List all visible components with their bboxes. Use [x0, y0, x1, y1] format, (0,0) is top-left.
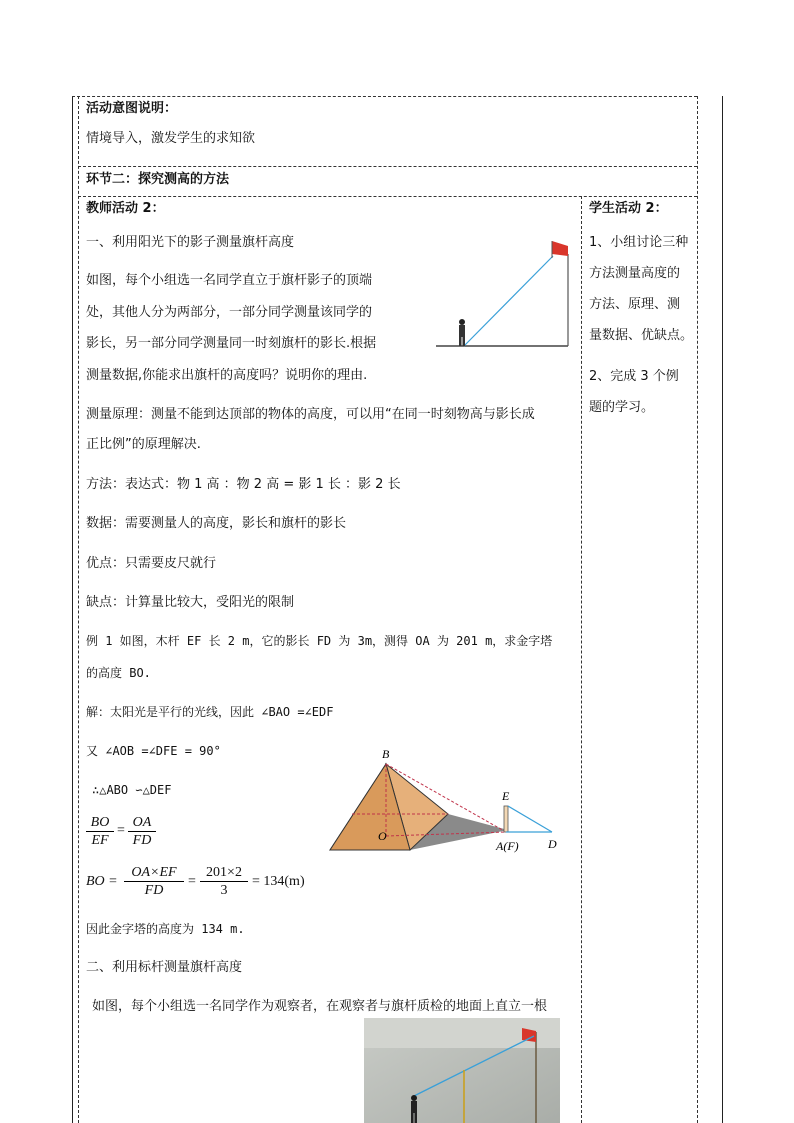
disadvantage-line: 缺点：计算量比较大，受阳光的限制 — [86, 595, 295, 610]
student-item1-line: 1、小组讨论三种 — [589, 235, 689, 250]
principle-line: 测量原理：测量不能到达顶部的物体的高度，可以用“在同一时刻物高与影长成 — [86, 407, 535, 422]
eq2-fraction-1 — [124, 864, 184, 899]
angle-line: 又 ∠AOB =∠DFE = 90° — [86, 744, 221, 758]
eq2-lhs: BO = — [86, 874, 118, 889]
intro-line: 如图，每个小组选一名同学直立于旗杆影子的顶端 — [86, 273, 373, 288]
eq1-left-den: EF — [91, 833, 109, 848]
intro-line: 测量数据,你能求出旗杆的高度吗？说明你的理由. — [86, 368, 368, 383]
eq2-rhs: = 134(m) — [252, 874, 305, 889]
student-item1-line: 量数据、优缺点。 — [589, 328, 694, 343]
eq2-equals: = — [188, 874, 196, 889]
eq2-f2-num: 201×2 — [206, 865, 242, 880]
student-heading: 学生活动 2： — [589, 201, 668, 216]
eq1-right-num: OA — [132, 815, 152, 830]
eq1-fraction-left — [86, 814, 114, 849]
label-b: B — [382, 747, 390, 761]
solution-line: 解：太阳光是平行的光线，因此 ∠BAO =∠EDF — [86, 705, 334, 719]
intent-content: 情境导入，激发学生的求知欲 — [86, 131, 256, 146]
method1-title: 一、利用阳光下的影子测量旗杆高度 — [86, 235, 295, 250]
eq1-left-num: BO — [90, 815, 110, 830]
row-border-2 — [78, 196, 697, 197]
eq2-f1-den: FD — [144, 883, 164, 898]
principle-line: 正比例”的原理解决. — [86, 437, 201, 452]
frame-right-inner — [697, 96, 698, 1123]
intro-line: 影长，另一部分同学测量同一时刻旗杆的影长.根据 — [86, 336, 377, 351]
eq1-fraction-right — [128, 814, 156, 849]
frame-left-inner — [78, 96, 79, 1123]
person-icon — [459, 319, 465, 346]
eq1-right-den: FD — [132, 833, 152, 848]
row-border-top — [72, 96, 697, 97]
label-o: O — [378, 829, 387, 843]
method2-title: 二、利用标杆测量旗杆高度 — [86, 960, 243, 975]
label-d: D — [548, 837, 557, 851]
row-border-1 — [78, 166, 697, 167]
phase-title: 环节二：探究测高的方法 — [86, 172, 230, 187]
label-a: A(F) — [496, 839, 519, 853]
data-line: 数据：需要测量人的高度，影长和旗杆的影长 — [86, 516, 347, 531]
student-item1-line: 方法测量高度的 — [589, 266, 681, 281]
intro-line: 处，其他人分为两部分，一部分同学测量该同学的 — [86, 305, 373, 320]
teacher-heading: 教师活动 2： — [86, 201, 165, 216]
column-divider — [581, 196, 582, 1123]
flagpole-shadow-figure — [430, 236, 572, 352]
student-item1-line: 方法、原理、测 — [589, 297, 681, 312]
eq2-fraction-2 — [200, 864, 248, 899]
method2-line: 如图，每个小组选一名同学作为观察者，在观察者与旗杆质检的地面上直立一根 — [92, 999, 548, 1014]
label-e: E — [502, 789, 510, 803]
example-line: 的高度 BO. — [86, 666, 151, 680]
student-item2-line: 2、完成 3 个例 — [589, 369, 679, 384]
example-line: 例 1 如图，木杆 EF 长 2 m，它的影长 FD 为 3m，测得 OA 为 201 m，求金字塔 — [86, 634, 553, 648]
eq2-f2-den: 3 — [220, 883, 228, 898]
advantage-line: 优点：只需要皮尺就行 — [86, 556, 217, 571]
method-line: 方法：表达式：物 1 高 ：物 2 高 = 影 1 长 ：影 2 长 — [86, 477, 401, 492]
eq2-f1-num: OA×EF — [131, 865, 177, 880]
conclusion-line: 因此金字塔的高度为 134 m. — [86, 922, 245, 936]
intent-title: 活动意图说明： — [86, 101, 178, 116]
student-item2-line: 题的学习。 — [589, 400, 655, 415]
frame-left-outer — [72, 96, 73, 1123]
pole-measurement-photo — [364, 1018, 560, 1123]
frame-right-outer — [722, 96, 723, 1123]
eq1-equals: = — [117, 823, 125, 838]
pyramid-shadow-figure — [322, 746, 562, 858]
similar-line: ∴△ABO ∽△DEF — [92, 783, 172, 797]
